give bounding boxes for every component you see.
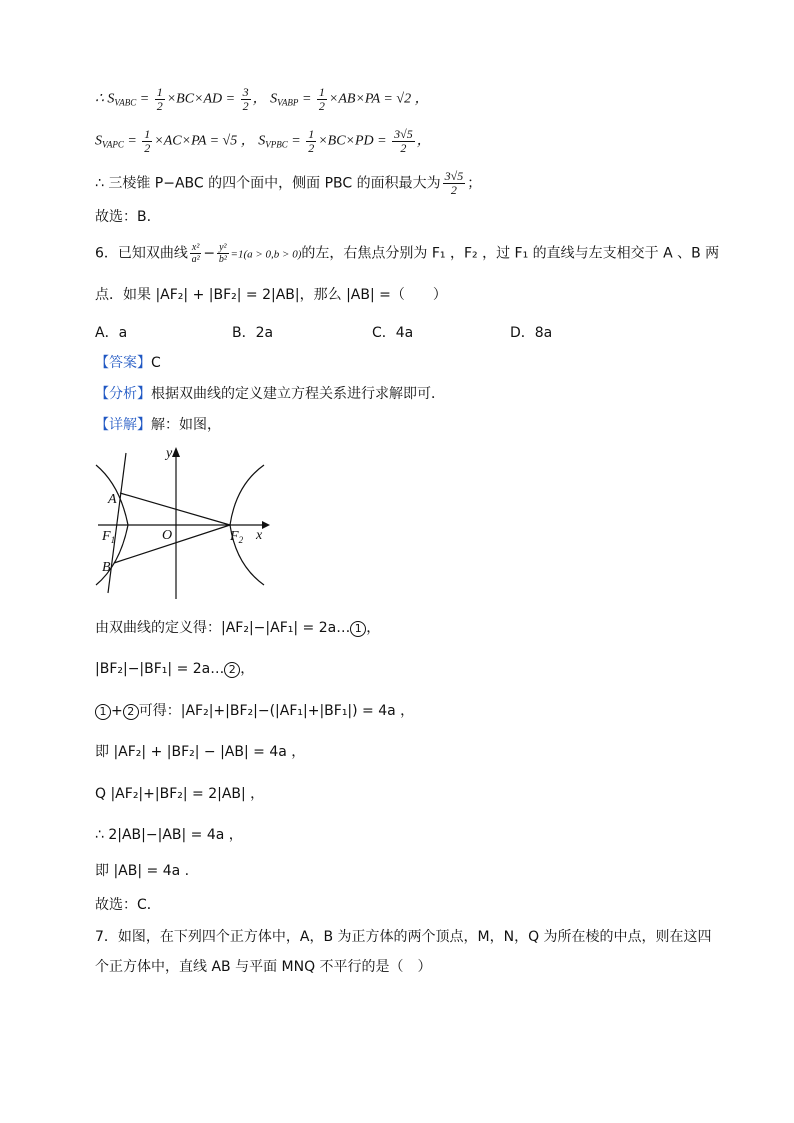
analysis-tag: 【分析】 bbox=[95, 386, 151, 402]
solution-step-4: 即 |AF₂| + |BF₂| − |AB| = 4a ， bbox=[95, 744, 306, 760]
fraction-half: $\frac{1}{2}$ bbox=[144, 127, 151, 155]
max-area-conclusion: ∴ 三棱锥 P−ABC 的四个面中，侧面 PBC 的面积最大为 $\frac{3√5}{2}$ ； bbox=[95, 169, 482, 197]
solution-step-2: |BF₂|−|BF₁| = 2a… 2 ， bbox=[95, 661, 255, 677]
question-7-stem-line-2: 个正方体中，直线 AB 与平面 MNQ 不平行的是（ ） bbox=[95, 959, 432, 975]
label-a: A bbox=[108, 492, 117, 507]
label-f2: $F_2$ bbox=[230, 529, 244, 545]
fraction-half: $\frac{1}{2}$ bbox=[318, 85, 325, 113]
chord-through-f1 bbox=[108, 453, 126, 593]
label-b: B bbox=[102, 560, 111, 575]
solution-final-choice: 故选：C． bbox=[95, 897, 161, 913]
segment-a-f2 bbox=[120, 493, 230, 525]
label-f1: $F_1$ bbox=[102, 529, 116, 545]
fraction-half: $\frac{1}{2}$ bbox=[308, 127, 315, 155]
question-6-stem-line-1: 6．已知双曲线 $\frac{\text{x²}}{\text{a²}}$ − $\frac{\text{y²}}{\text{b²}}$ =1(a > 0,b > 0)的左，右焦点分别为 F₁ ，F₂ ，过 F₁ 的直线与左支相交于 A 、B 两 bbox=[95, 242, 720, 265]
option-c: C．4a bbox=[372, 325, 414, 341]
question-7-stem-line-1: 7．如图，在下列四个正方体中，A，B 为正方体的两个顶点，M，N，Q 为所在棱的中点，则在这四 bbox=[95, 929, 712, 945]
detail-tag: 【详解】 bbox=[95, 417, 151, 433]
solution-step-6: ∴ 2|AB|−|AB| = 4a ， bbox=[95, 827, 243, 843]
label-x: x bbox=[256, 528, 263, 543]
answer-line: 【答案】C bbox=[95, 355, 161, 371]
label-y: y bbox=[166, 446, 173, 461]
option-b: B．2a bbox=[232, 325, 274, 341]
question-6-stem-line-2: 点．如果 |AF₂| + |BF₂| = 2|AB|，那么 |AB| =（ ） bbox=[95, 287, 447, 303]
option-d: D．8a bbox=[510, 325, 553, 341]
x-axis-arrow bbox=[262, 521, 270, 529]
analysis-line: 【分析】根据双曲线的定义建立方程关系进行求解即可． bbox=[95, 386, 445, 402]
detail-line: 【详解】解：如图， bbox=[95, 417, 221, 433]
answer-tag: 【答案】 bbox=[95, 355, 151, 371]
area-equations-line-1: ∴ $S_{VABC}$ = $\frac{1}{2}$ ×BC×AD = $\frac{3}{2}$ ， $S_{VABP}$ = $\frac{1}{2}$ ×AB×PA = √2 ， bbox=[95, 85, 429, 113]
solution-step-7: 即 |AB| = 4a . bbox=[95, 863, 190, 879]
fraction-three-half: $\frac{3}{2}$ bbox=[242, 85, 249, 113]
fraction-y2-b2: $\frac{\text{y²}}{\text{b²}}$ bbox=[218, 242, 227, 265]
option-a: A．a bbox=[95, 325, 128, 341]
y-axis-arrow bbox=[172, 447, 180, 457]
label-origin: O bbox=[162, 528, 173, 543]
solution-step-3: 1 + 2 可得：|AF₂|+|BF₂|−(|AF₁|+|BF₁|) = 4a ， bbox=[95, 701, 414, 721]
fraction-half: $\frac{1}{2}$ bbox=[156, 85, 163, 113]
fraction-three-root5-half: $\frac{3√5}{2}$ bbox=[444, 169, 464, 197]
answer-choice-b: 故选：B. bbox=[95, 209, 152, 225]
hyperbola-figure bbox=[90, 443, 270, 603]
area-equations-line-2: $S_{VAPC}$ = $\frac{1}{2}$ ×AC×PA = √5 ， $S_{VPBC}$ = $\frac{1}{2}$ ×BC×PD = $\frac{3√5}{2}$ ， bbox=[95, 127, 431, 155]
fraction-three-root5-half: $\frac{3√5}{2}$ bbox=[394, 127, 413, 155]
fraction-x2-a2: $\frac{\text{x²}}{\text{a²}}$ bbox=[191, 242, 200, 265]
solution-step-5: Q |AF₂|+|BF₂| = 2|AB| ， bbox=[95, 786, 265, 802]
solution-step-1: 由双曲线的定义得：|AF₂|−|AF₁| = 2a… 1 ， bbox=[95, 620, 381, 636]
